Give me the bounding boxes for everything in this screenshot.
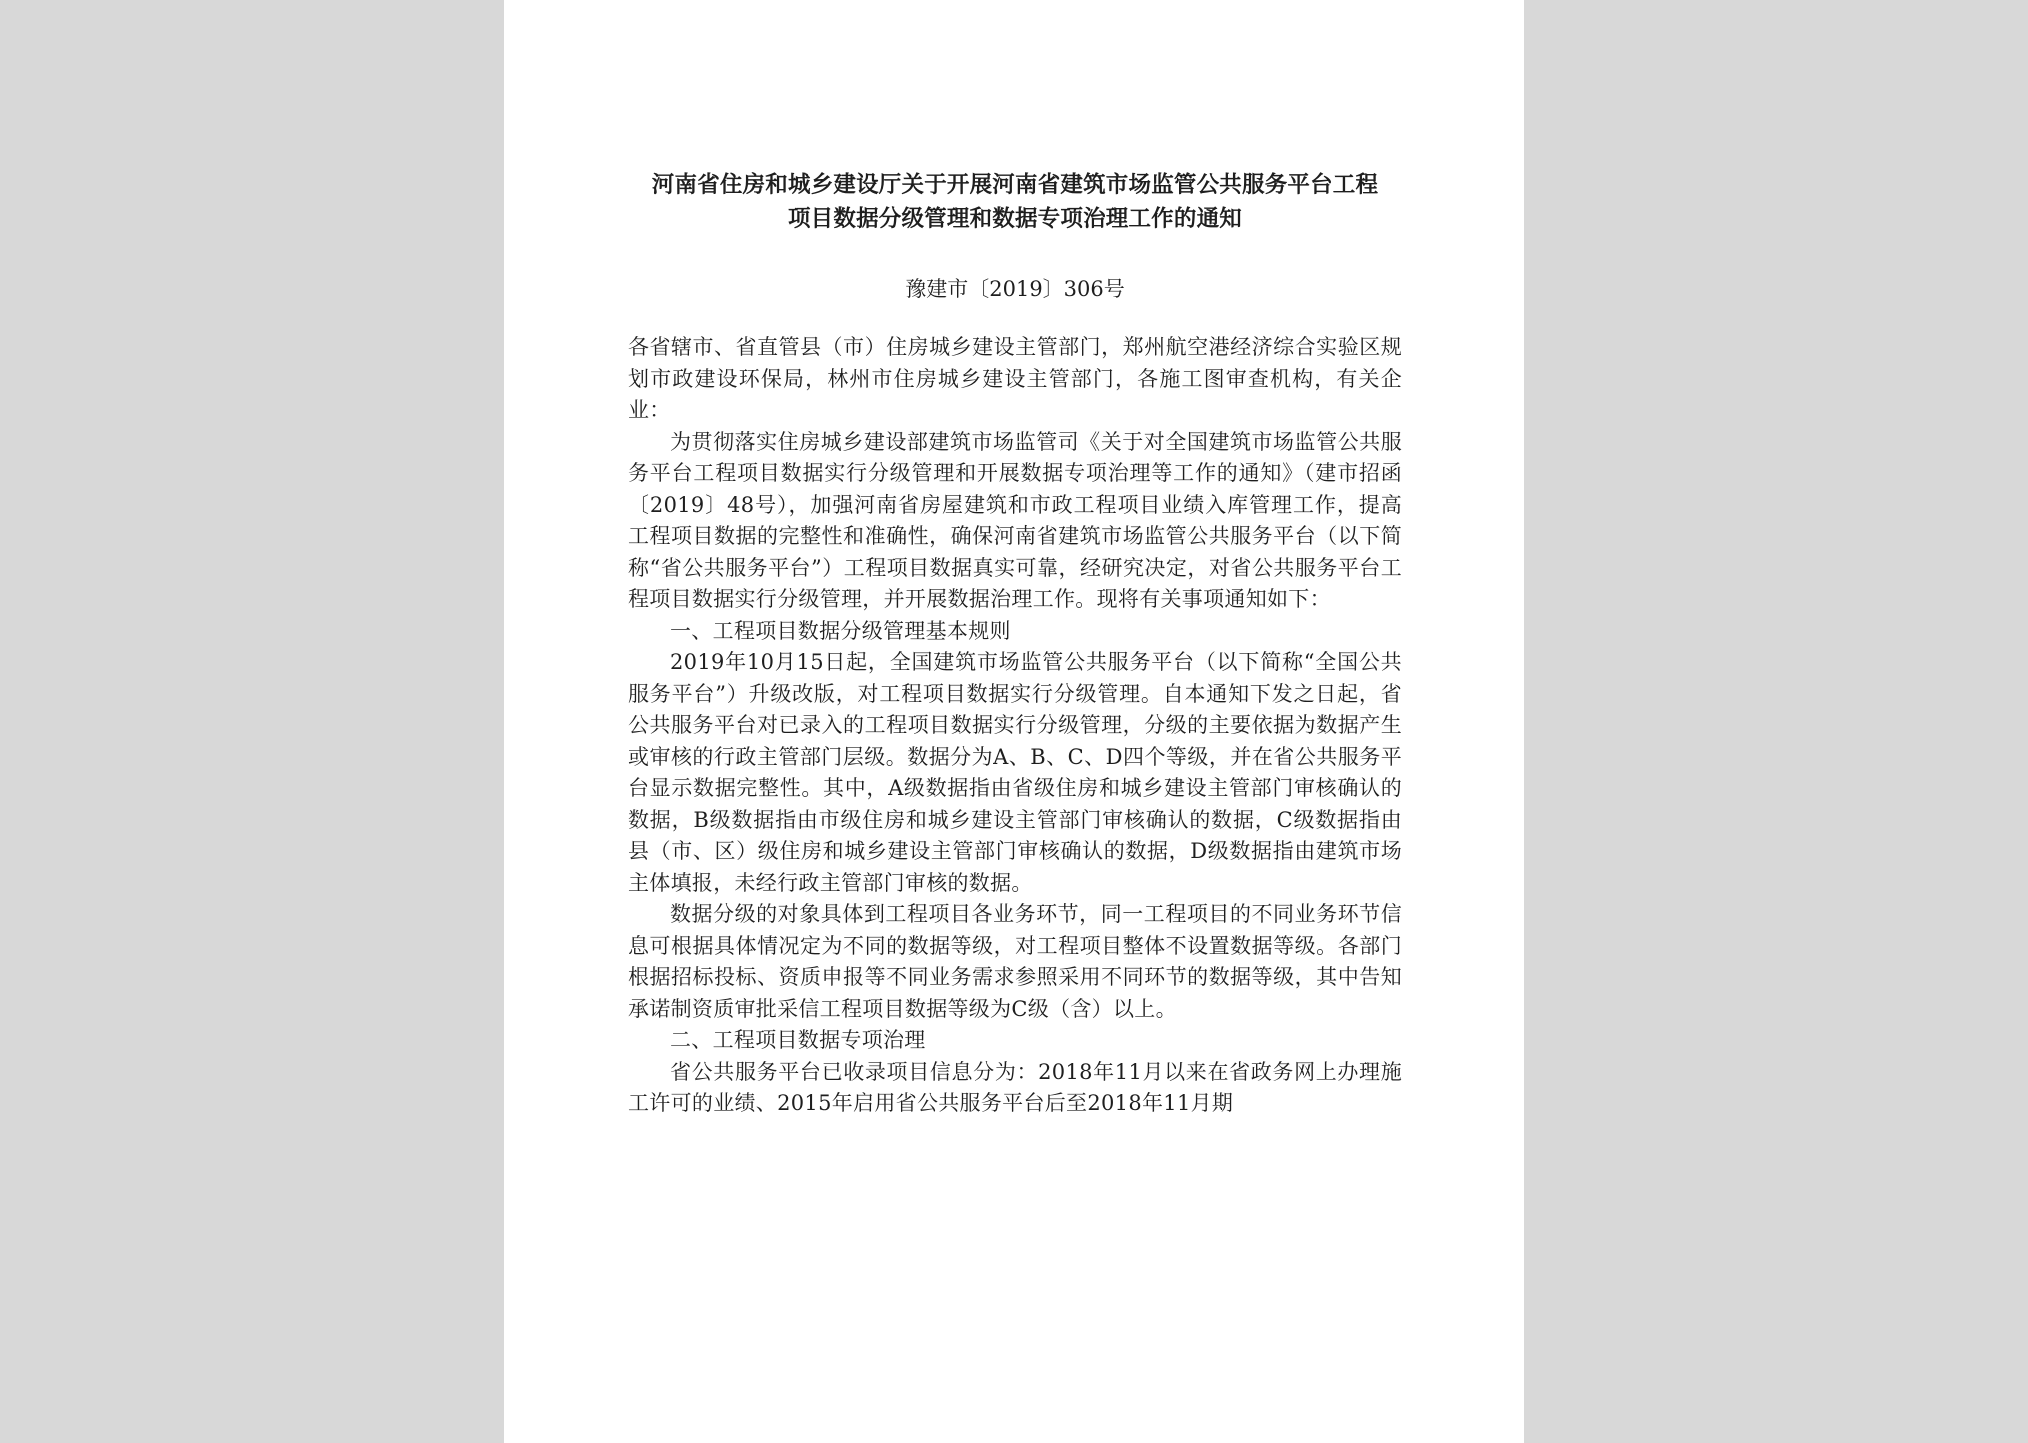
- document-page[interactable]: [504, 0, 1524, 1443]
- title-line-1: 河南省住房和城乡建设厅关于开展河南省建筑市场监管公共服务平台工程: [651, 172, 1379, 198]
- document-title: [628, 168, 1402, 236]
- governance-paragraph: 省公共服务平台已收录项目信息分为：2018年11月以来在省政务网上办理施工许可的业绩、2015年启用省公共服务平台后至2018年11月期: [628, 1059, 1402, 1115]
- section-heading-1: 一、工程项目数据分级管理基本规则: [670, 618, 1011, 643]
- intro-paragraph: 为贯彻落实住房城乡建设部建筑市场监管司《关于对全国建筑市场监管公共服务平台工程项目数据实行分级管理和开展数据专项治理等工作的通知》（建市招函〔2019〕48号），加强河南省房屋建筑和市政工程项目业绩入库管理工作，提高工程项目数据的完整性和准确性，确保河南省建筑市场监管公共服务平台（以下简称“省公共服务平台”）工程项目数据真实可靠，经研究决定，对省公共服务平台工程项目数据实行分级管理，并开展数据治理工作。现将有关事项通知如下：: [628, 429, 1402, 611]
- rules-paragraph-2: 数据分级的对象具体到工程项目各业务环节，同一工程项目的不同业务环节信息可根据具体情况定为不同的数据等级，对工程项目整体不设置数据等级。各部门根据招标投标、资质申报等不同业务需求参照采用不同环节的数据等级，其中告知承诺制资质审批采信工程项目数据等级为C级（含）以上。: [628, 902, 1402, 1021]
- title-line-2: 项目数据分级管理和数据专项治理工作的通知: [787, 206, 1242, 232]
- rules-paragraph-1: 2019年10月15日起，全国建筑市场监管公共服务平台（以下简称“全国公共服务平台”）升级改版，对工程项目数据实行分级管理。自本通知下发之日起，省公共服务平台对已录入的工程项目数据实行分级管理，分级的主要依据为数据产生或审核的行政主管部门层级。数据分为A、B、C、D四个等级，并在省公共服务平台显示数据完整性。其中，A级数据指由省级住房和城乡建设主管部门审核确认的数据，B级数据指由市级住房和城乡建设主管部门审核确认的数据，C级数据指由县（市、区）级住房和城乡建设主管部门审核确认的数据，D级数据指由建筑市场主体填报，未经行政主管部门审核的数据。: [628, 650, 1402, 895]
- section-heading-2: 二、工程项目数据专项治理: [670, 1028, 926, 1052]
- addressee-paragraph: 各省辖市、省直管县（市）住房城乡建设主管部门，郑州航空港经济综合实验区规划市政建设环保局，林州市住房城乡建设主管部门，各施工图审查机构，有关企业：: [628, 335, 1402, 422]
- document-number: 豫建市〔2019〕306号: [905, 277, 1125, 301]
- document-content: [628, 168, 1402, 1120]
